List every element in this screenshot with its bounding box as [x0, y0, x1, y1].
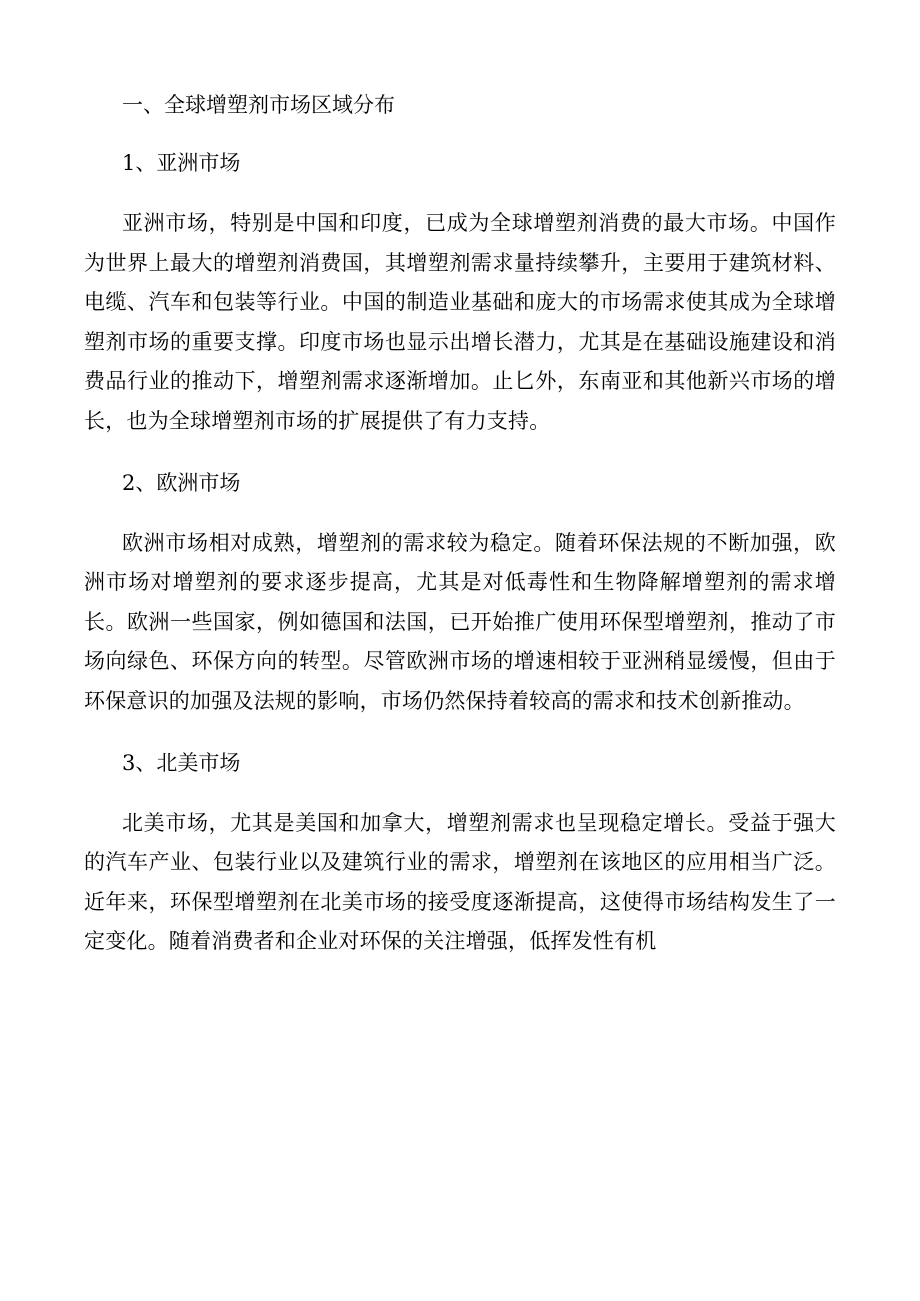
section-title-asia: 1、亚洲市场 [122, 151, 241, 175]
main-heading: 一、全球增塑剂市场区域分布 [122, 93, 395, 117]
section-body-asia: 亚洲市场，特别是中国和印度，已成为全球增塑剂消费的最大市场。中国作为世界上最大的增塑剂消费国，其增塑剂需求量持续攀升，主要用于建筑材料、电缆、汽车和包装等行业。中国的制造业基础和庞大的市场需求使其成为全球增塑剂市场的重要支撑。印度市场也显示出增长潜力，尤其是在基础设施建设和消费品行业的推动下，增塑剂需求逐渐增加。止匕外，东南亚和其他新兴市场的增长，也为全球增塑剂市场的扩展提供了有力支持。 [84, 211, 836, 433]
section-body-north-america: 北美市场，尤其是美国和加拿大，增塑剂需求也呈现稳定增长。受益于强大的汽车产业、包装行业以及建筑行业的需求，增塑剂在该地区的应用相当广泛。近年来，环保型增塑剂在北美市场的接受度逐渐提高，这使得市场结构发生了一定变化。随着消费者和企业对环保的关注增强，低挥发性有机 [84, 810, 836, 954]
section-body-europe: 欧洲市场相对成熟，增塑剂的需求较为稳定。随着环保法规的不断加强，欧洲市场对增塑剂的要求逐步提高，尤其是对低毒性和生物降解增塑剂的需求增长。欧洲一些国家，例如德国和法国，已开始推广使用环保型增塑剂，推动了市场向绿色、环保方向的转型。尽管欧洲市场的增速相较于亚洲稍显缓慢，但由于环保意识的加强及法规的影响，市场仍然保持着较高的需求和技术创新推动。 [84, 530, 836, 713]
section-title-north-america: 3、北美市场 [122, 750, 241, 775]
document-body [84, 88, 836, 986]
section-title-europe: 2、欧洲市场 [122, 470, 241, 495]
